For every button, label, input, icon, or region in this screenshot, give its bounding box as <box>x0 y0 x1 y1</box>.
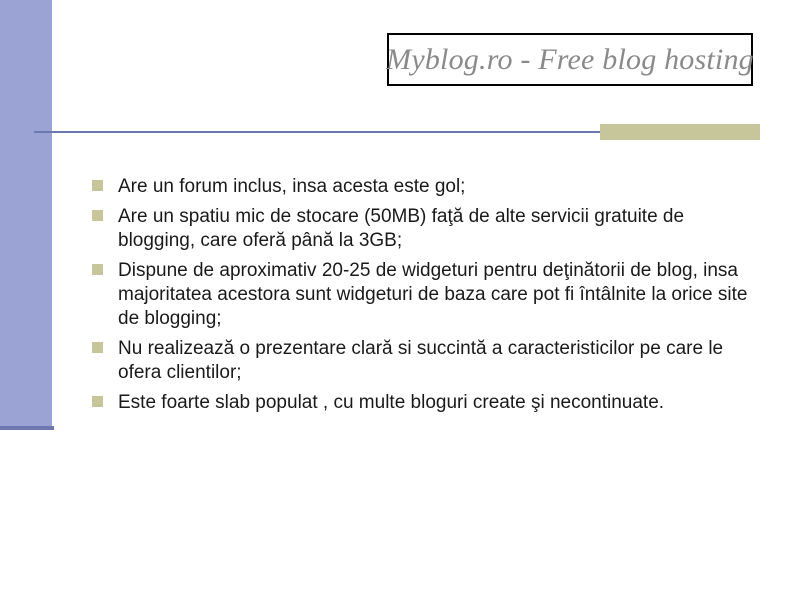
bullet-item <box>92 259 762 331</box>
divider-accent-block <box>600 124 760 140</box>
square-bullet-icon <box>92 342 103 353</box>
bullet-text: Nu realizează o prezentare clară si succintă a caracteristicilor pe care le ofera clientilor; <box>118 338 724 383</box>
bullet-list <box>92 175 762 421</box>
bullet-text: Are un forum inclus, insa acesta este gol; <box>118 176 466 197</box>
bullet-text: Dispune de aproximativ 20-25 de widgeturi pentru deţinătorii de blog, insa majoritatea acestora sunt widgeturi de baza care pot fi întâlnite la orice site de blogging; <box>118 260 748 329</box>
square-bullet-icon <box>92 180 103 191</box>
bullet-item <box>92 337 762 385</box>
square-bullet-icon <box>92 396 103 407</box>
square-bullet-icon <box>92 264 103 275</box>
bullet-item <box>92 175 762 199</box>
bullet-item <box>92 205 762 253</box>
logo-text: Myblog.ro - Free blog hosting <box>386 42 754 76</box>
left-bar-shadow <box>0 426 54 430</box>
bullet-item <box>92 391 762 415</box>
bullet-text: Este foarte slab populat , cu multe bloguri create şi necontinuate. <box>118 392 665 413</box>
logo-banner <box>387 33 753 86</box>
square-bullet-icon <box>92 210 103 221</box>
left-decorative-bar <box>0 0 52 426</box>
bullet-text: Are un spatiu mic de stocare (50MB) faţă de alte servicii gratuite de blogging, care oferă până la 3GB; <box>118 206 685 251</box>
